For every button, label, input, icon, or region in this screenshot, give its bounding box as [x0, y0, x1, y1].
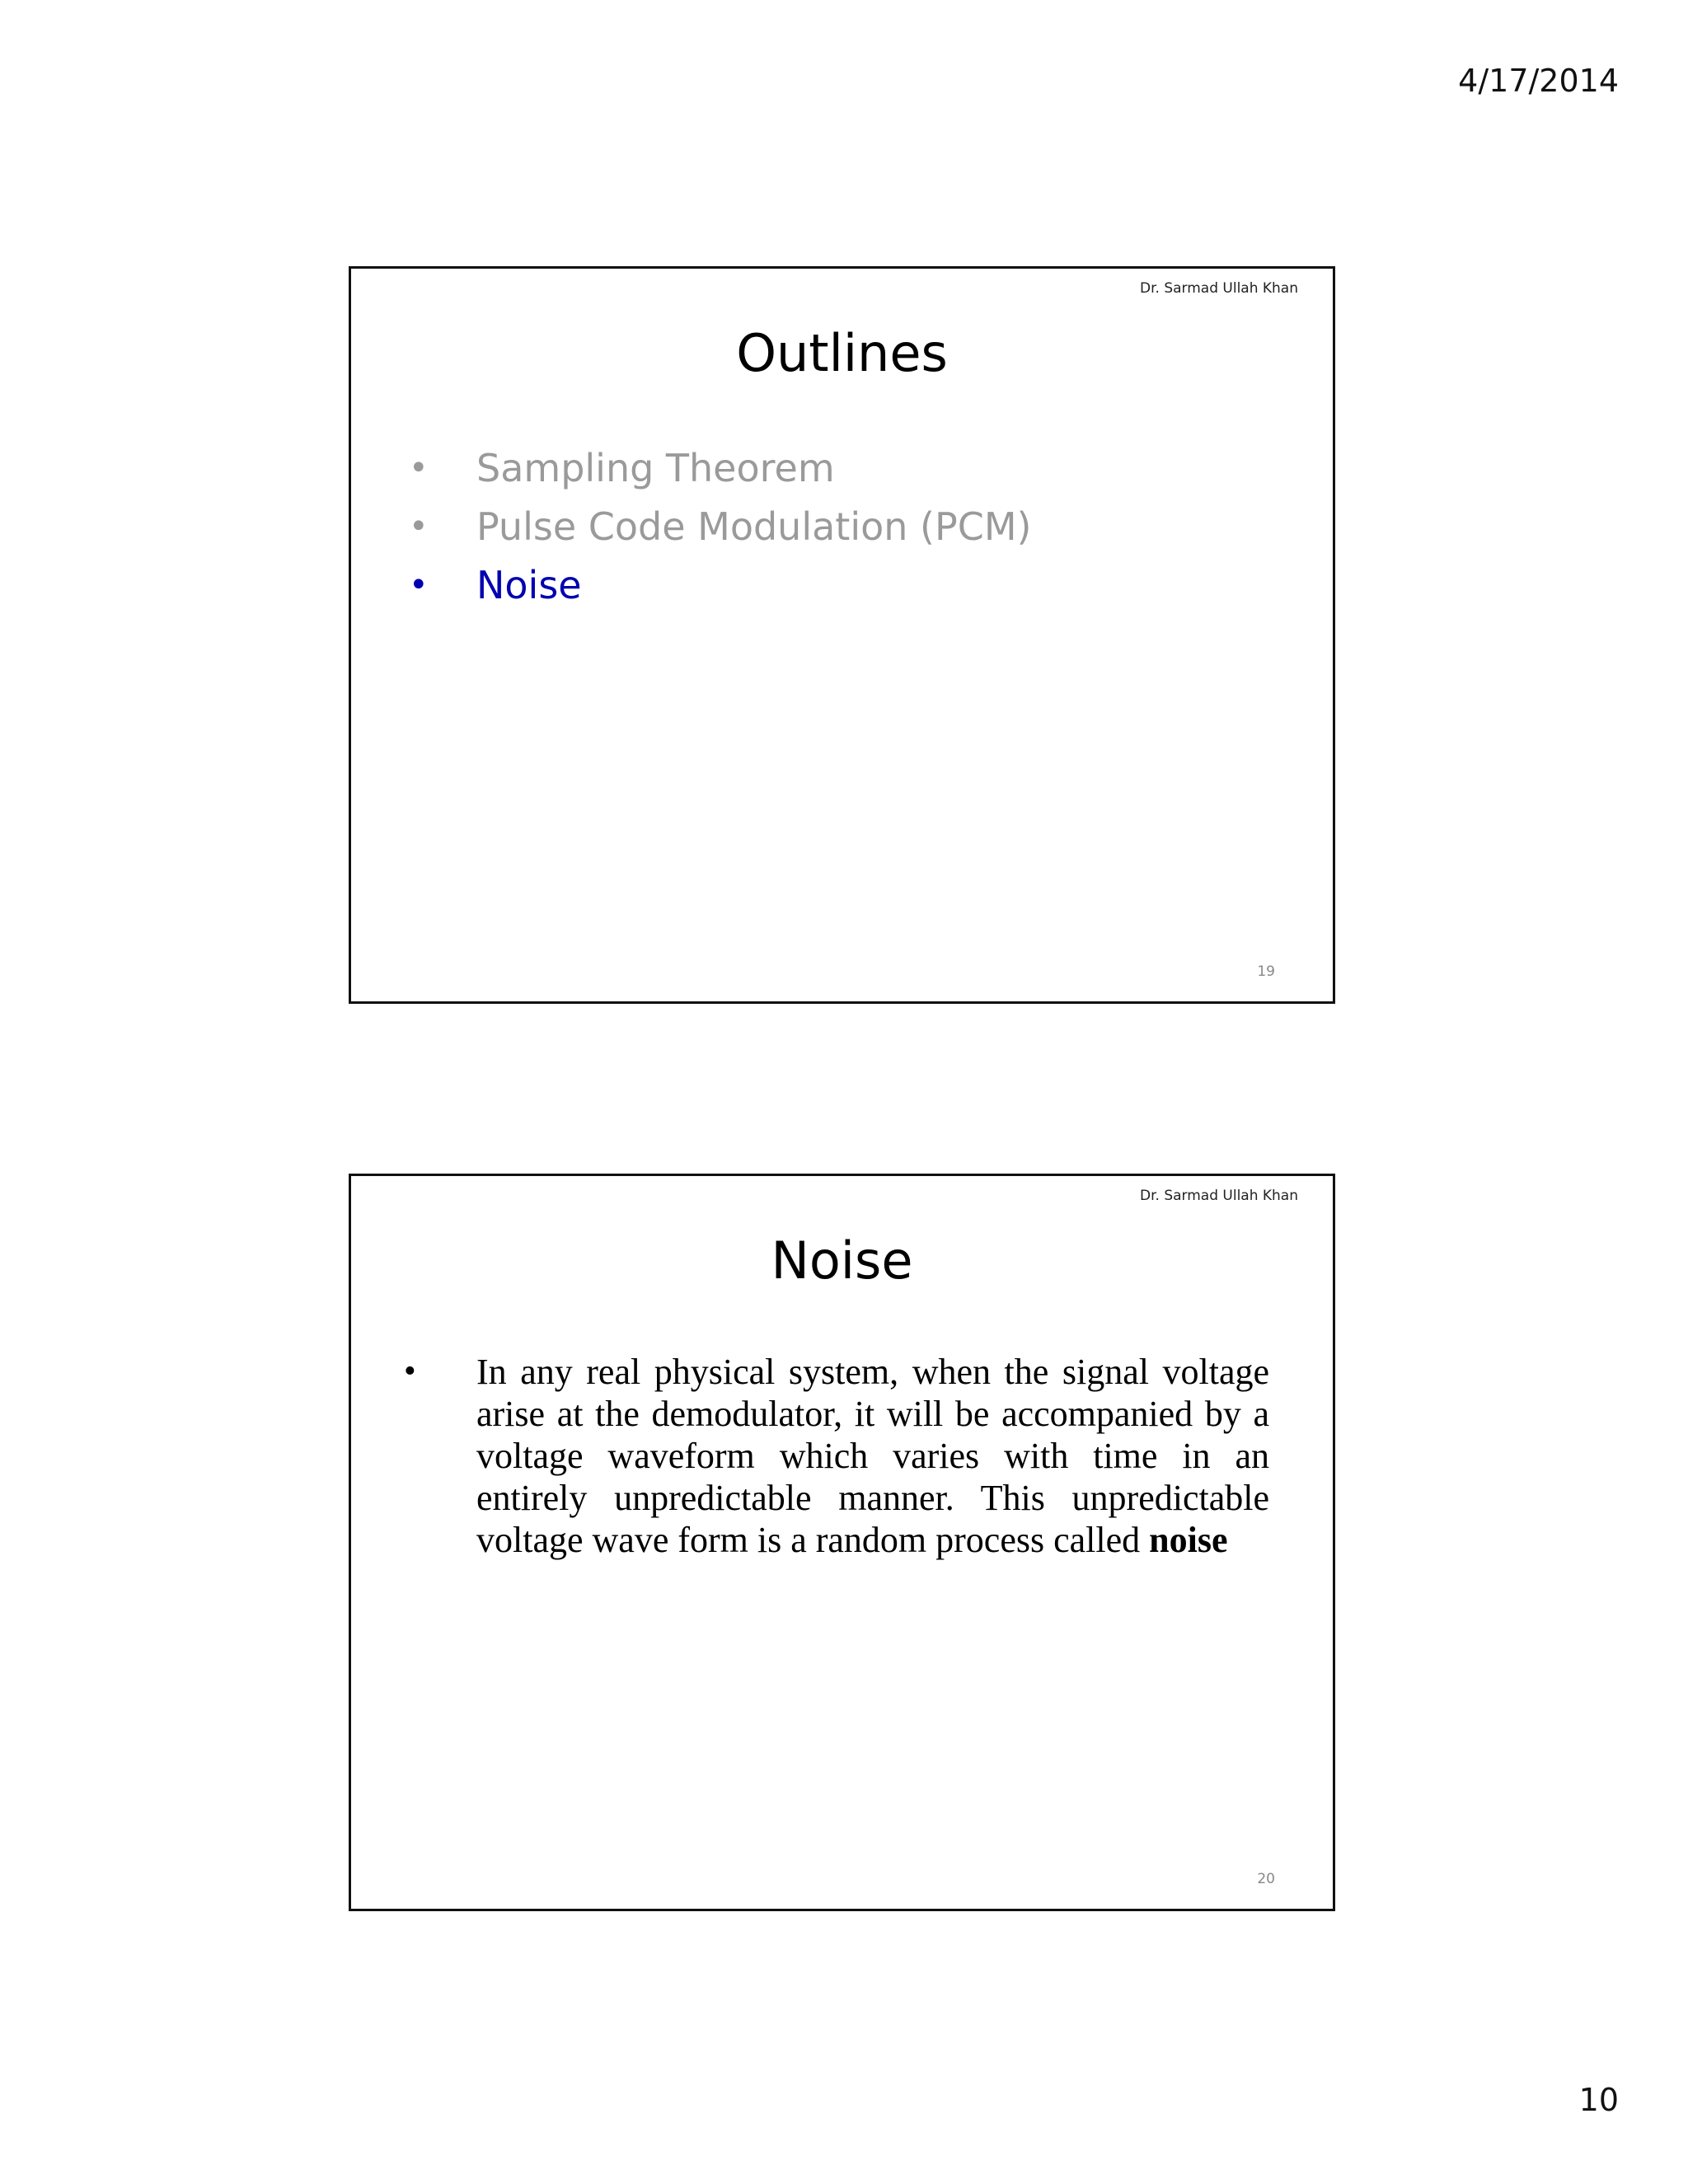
paragraph-bold-term: noise — [1149, 1520, 1228, 1560]
paragraph-text — [476, 1351, 1269, 1561]
list-item-label: Pulse Code Modulation (PCM) — [476, 504, 1032, 549]
bullet-icon: • — [409, 507, 429, 546]
page-date: 4/17/2014 — [1458, 63, 1619, 99]
slide-outlines — [349, 266, 1335, 1004]
list-item-label: Noise — [476, 562, 582, 607]
bullet-icon: • — [409, 565, 429, 604]
outline-list — [409, 438, 1031, 614]
slide-noise — [349, 1174, 1335, 1911]
bullet-icon: • — [409, 448, 429, 487]
list-item — [409, 555, 1031, 614]
list-item — [409, 438, 1031, 497]
page-number: 10 — [1578, 2082, 1619, 2118]
slide-author: Dr. Sarmad Ullah Khan — [1140, 280, 1298, 297]
list-item-label: Sampling Theorem — [476, 445, 835, 490]
list-item — [409, 497, 1031, 555]
bullet-icon: • — [404, 1352, 416, 1390]
slide-number: 19 — [1257, 963, 1275, 980]
paragraph-body: In any real physical system, when the signal voltage arise at the demodulator, it will be accompanied by a voltage waveform which varies with time in an entirely unpredictable manner. This unpredictable voltage wave form is a random process called — [476, 1352, 1269, 1560]
slide-title: Noise — [771, 1230, 913, 1291]
slide-author: Dr. Sarmad Ullah Khan — [1140, 1188, 1298, 1204]
bullet-paragraph — [404, 1351, 1269, 1561]
slide-title: Outlines — [736, 323, 948, 383]
slide-number: 20 — [1257, 1871, 1275, 1887]
